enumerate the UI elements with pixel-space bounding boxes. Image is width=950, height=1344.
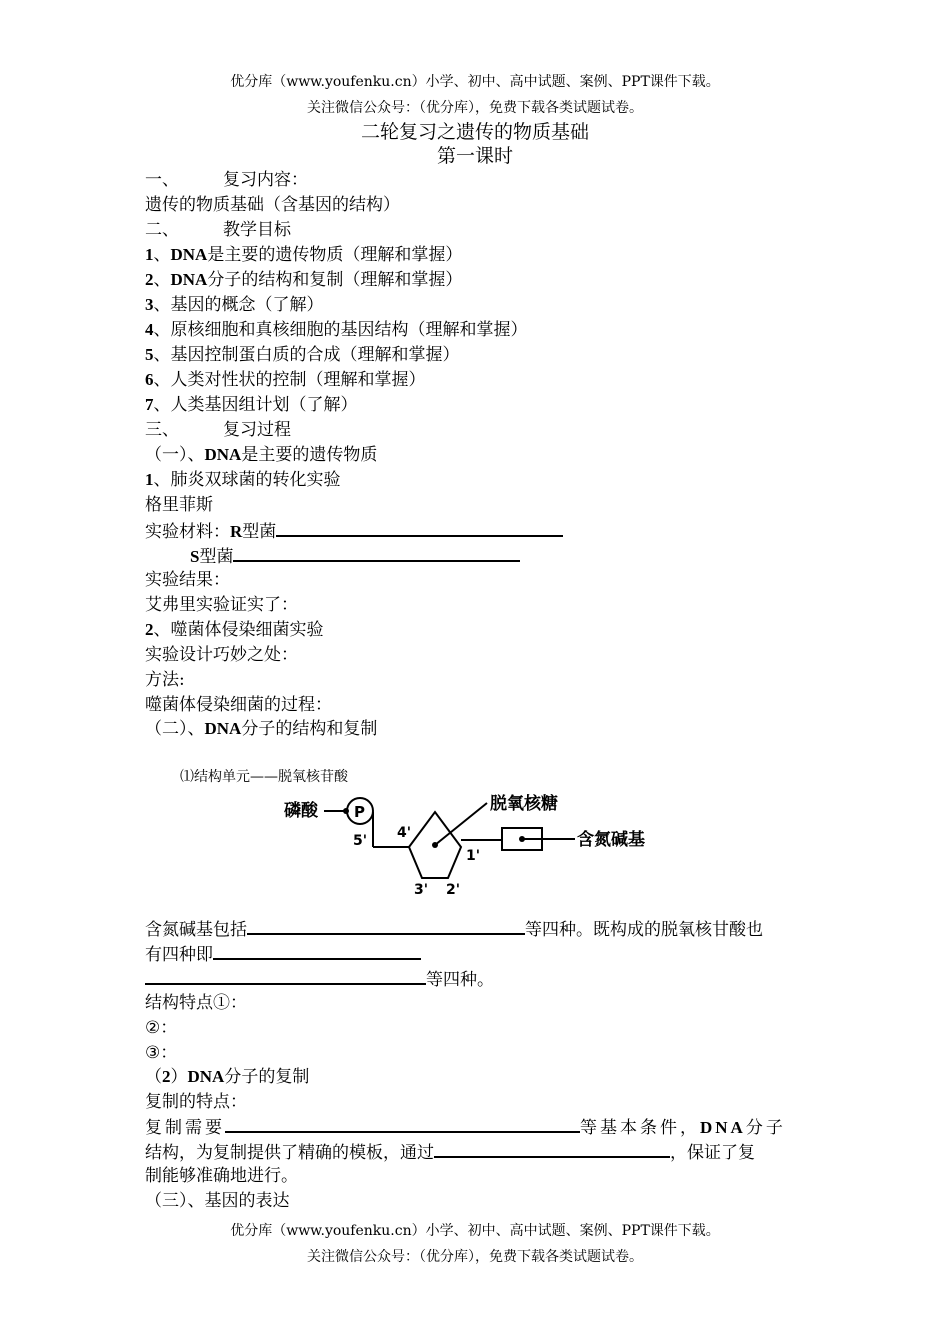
objective-item: 5、基因控制蛋白质的合成（理解和掌握）	[145, 345, 460, 365]
section-3-label: 三、	[145, 420, 179, 440]
s-strain-text: 型菌	[199, 547, 234, 567]
part-3-heading: （三）、基因的表达	[145, 1191, 290, 1211]
replication-p2: 等基本条件，	[580, 1118, 700, 1138]
carbon-3-label: 3'	[414, 882, 429, 898]
carbon-4-label: 4'	[397, 825, 412, 841]
page-subtitle: 第一课时	[436, 145, 513, 167]
objective-bold: DNA	[170, 245, 208, 264]
carbon-5-label: 5'	[353, 833, 368, 849]
objective-number: 2	[145, 270, 154, 289]
objective-item: 1、DNA是主要的遗传物质（理解和掌握）	[145, 245, 463, 265]
replication-line-2	[145, 1140, 755, 1164]
objective-text: 原核细胞和真核细胞的基因结构（理解和掌握）	[170, 320, 528, 340]
bases-blank-1[interactable]	[247, 917, 525, 935]
carbon-2-label: 2'	[446, 882, 461, 898]
item-number: 2	[145, 620, 154, 639]
objective-item: 6、人类对性状的控制（理解和掌握）	[145, 370, 426, 390]
feature-1: 结构特点①：	[145, 993, 247, 1013]
replication-line-3: 制能够准确地进行。	[145, 1166, 298, 1186]
replication-blank-1[interactable]	[225, 1115, 580, 1133]
base-label: 含氮碱基	[577, 830, 645, 850]
replication-mid: ）	[170, 1067, 188, 1087]
feature-3: ③：	[145, 1043, 178, 1063]
replication-p3: DNA	[700, 1118, 746, 1137]
section-3-heading	[145, 419, 291, 441]
objective-item: 7、人类基因组计划（了解）	[145, 395, 358, 415]
footer-line-1: 优分库（www.youfenku.cn）小学、初中、高中试题、案例、PPT课件下载。	[230, 1223, 720, 1239]
replication-p4: 分子	[745, 1118, 786, 1138]
objective-number: 1	[145, 245, 154, 264]
item-text: 、噬菌体侵染细菌实验	[153, 620, 324, 640]
objective-item: 2、DNA分子的结构和复制（理解和掌握）	[145, 270, 463, 290]
item-number: 1	[145, 470, 154, 489]
sugar-label: 脱氧核糖	[490, 794, 558, 814]
bases-line-3	[145, 967, 494, 991]
replication-bold: DNA	[187, 1067, 225, 1086]
diagram-caption: ⑴结构单元——脱氧核苷酸	[180, 769, 348, 785]
objective-text: 人类基因组计划（了解）	[170, 395, 358, 415]
part-2-text: 分子的结构和复制	[241, 719, 378, 739]
section-2-text: 教学目标	[223, 220, 291, 240]
part-1-item-2	[145, 619, 324, 641]
bases-text-1: 含氮碱基包括	[145, 920, 247, 940]
objective-text: 基因控制蛋白质的合成（理解和掌握）	[170, 345, 460, 365]
bases-line-2	[145, 942, 421, 966]
replication-p1: 复制需要	[145, 1118, 225, 1138]
objective-text: 基因的概念（了解）	[170, 295, 324, 315]
phosphate-label: 磷酸	[284, 801, 318, 821]
replication-text: 分子的复制	[224, 1067, 310, 1087]
header-line-2: 关注微信公众号：（优分库），免费下载各类试题试卷。	[307, 100, 643, 116]
objective-bold: DNA	[170, 270, 208, 289]
section-1-label: 一、	[145, 170, 179, 190]
carbon-1-label: 1'	[466, 848, 481, 864]
replication-p5: 结构，为复制提供了精确的模板，通过	[145, 1143, 434, 1163]
s-strain-blank[interactable]	[233, 544, 520, 562]
item-text: 、肺炎双球菌的转化实验	[153, 470, 341, 490]
bases-text-2: 等四种。既构成的脱氧核甘酸也	[525, 920, 763, 940]
r-strain-blank[interactable]	[276, 519, 563, 537]
feature-2: ②：	[145, 1018, 178, 1038]
part-2-heading	[145, 718, 377, 740]
r-strain-text: 型菌	[242, 522, 277, 542]
p-symbol: P	[354, 803, 365, 821]
r-strain-label: R	[230, 522, 243, 541]
part-2-prefix: （二）、	[145, 719, 205, 739]
replication-line-1	[145, 1115, 786, 1139]
footer-line-2: 关注微信公众号：（优分库），免费下载各类试题试卷。	[307, 1249, 643, 1265]
process-label: 噬菌体侵染细菌的过程：	[145, 695, 332, 715]
material-label: 实验材料：	[145, 522, 230, 542]
part-1-bold: DNA	[204, 445, 242, 464]
section-1-content: 遗传的物质基础（含基因的结构）	[145, 195, 400, 215]
part-1-prefix: （一）、	[145, 445, 205, 465]
part-1-item-1	[145, 469, 341, 491]
material-line	[145, 519, 563, 543]
objective-text: 是主要的遗传物质（理解和掌握）	[207, 245, 463, 265]
avery-label: 艾弗里实验证实了：	[145, 595, 298, 615]
part-1-heading	[145, 444, 377, 466]
replication-heading	[145, 1066, 309, 1088]
objective-item: 3、基因的概念（了解）	[145, 295, 324, 315]
bases-text-3: 有四种即	[145, 945, 213, 965]
replication-prefix: （	[145, 1067, 162, 1087]
bases-text-4: 等四种。	[426, 970, 494, 990]
nucleotide-diagram	[280, 790, 670, 902]
replication-number: 2	[162, 1067, 171, 1086]
section-2-label: 二、	[145, 220, 179, 240]
replication-blank-2[interactable]	[434, 1140, 670, 1158]
bases-blank-2[interactable]	[213, 942, 421, 960]
method-label: 方法:	[145, 670, 185, 690]
objective-item: 4、原核细胞和真核细胞的基因结构（理解和掌握）	[145, 320, 528, 340]
objective-number: 7	[145, 395, 154, 414]
objective-number: 5	[145, 345, 154, 364]
objective-number: 6	[145, 370, 154, 389]
part-1-text: 是主要的遗传物质	[241, 445, 378, 465]
griffith-label: 格里菲斯	[145, 495, 213, 515]
result-label: 实验结果：	[145, 570, 230, 590]
objective-text: 分子的结构和复制（理解和掌握）	[207, 270, 463, 290]
part-2-bold: DNA	[204, 719, 242, 738]
header-line-1: 优分库（www.youfenku.cn）小学、初中、高中试题、案例、PPT课件下载。	[230, 74, 720, 90]
section-1-text: 复习内容：	[223, 170, 308, 190]
section-3-text: 复习过程	[223, 420, 291, 440]
bases-line-1	[145, 917, 763, 941]
objective-number: 3	[145, 295, 154, 314]
page-title: 二轮复习之遗传的物质基础	[360, 121, 589, 143]
section-2-heading	[145, 219, 291, 241]
design-label: 实验设计巧妙之处：	[145, 645, 298, 665]
bases-blank-3[interactable]	[145, 967, 426, 985]
s-strain-line	[190, 544, 520, 568]
replication-p6: ，保证了复	[670, 1143, 755, 1163]
s-strain-label: S	[190, 547, 200, 566]
section-1-heading	[145, 169, 308, 191]
objective-text: 人类对性状的控制（理解和掌握）	[170, 370, 426, 390]
objective-number: 4	[145, 320, 154, 339]
replication-traits: 复制的特点：	[145, 1092, 247, 1112]
